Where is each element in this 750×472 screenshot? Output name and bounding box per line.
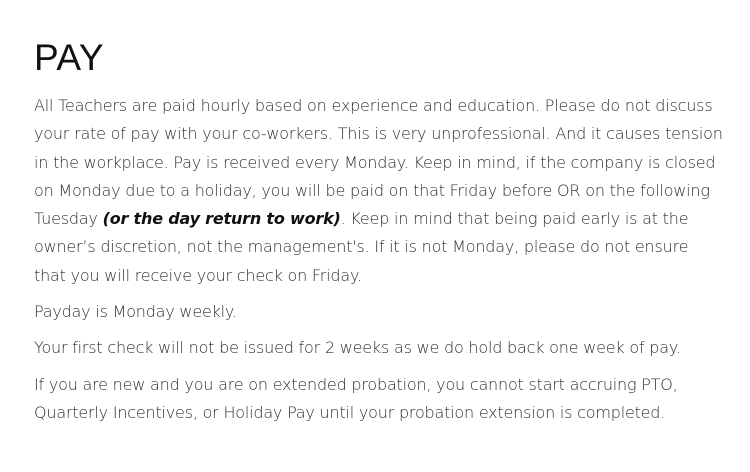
payday-paragraph: Payday is Monday weekly. xyxy=(34,302,237,322)
document-page xyxy=(34,36,724,435)
pay-policy-text-start: All Teachers are paid hourly based on experience and education. Please do not discuss your rate of pay with your co-workers. This is very unprofessional. And it causes tension in the workplace. Pay is received every Monday. Keep in mind, if the company is closed on Monday due to a holiday, you will be paid on that Friday before OR on the following Tuesday xyxy=(34,96,723,229)
page-title: PAY xyxy=(34,37,105,78)
return-to-work-emphasis: (or the day return to work) xyxy=(102,209,341,229)
probation-paragraph: If you are new and you are on extended probation, you cannot start accruing PTO, Quarterly Incentives, or Holiday Pay until your probation extension is completed. xyxy=(34,374,678,422)
first-check-paragraph: Your first check will not be issued for 2 weeks as we do hold back one week of pay. xyxy=(34,338,681,358)
pay-policy-paragraph xyxy=(34,92,724,290)
pay-policy-text-end: . Keep in mind that being paid early is at the owner’s discretion, not the management's. If it is not Monday, please do not ensure that you will receive your check on Friday. xyxy=(34,209,689,285)
